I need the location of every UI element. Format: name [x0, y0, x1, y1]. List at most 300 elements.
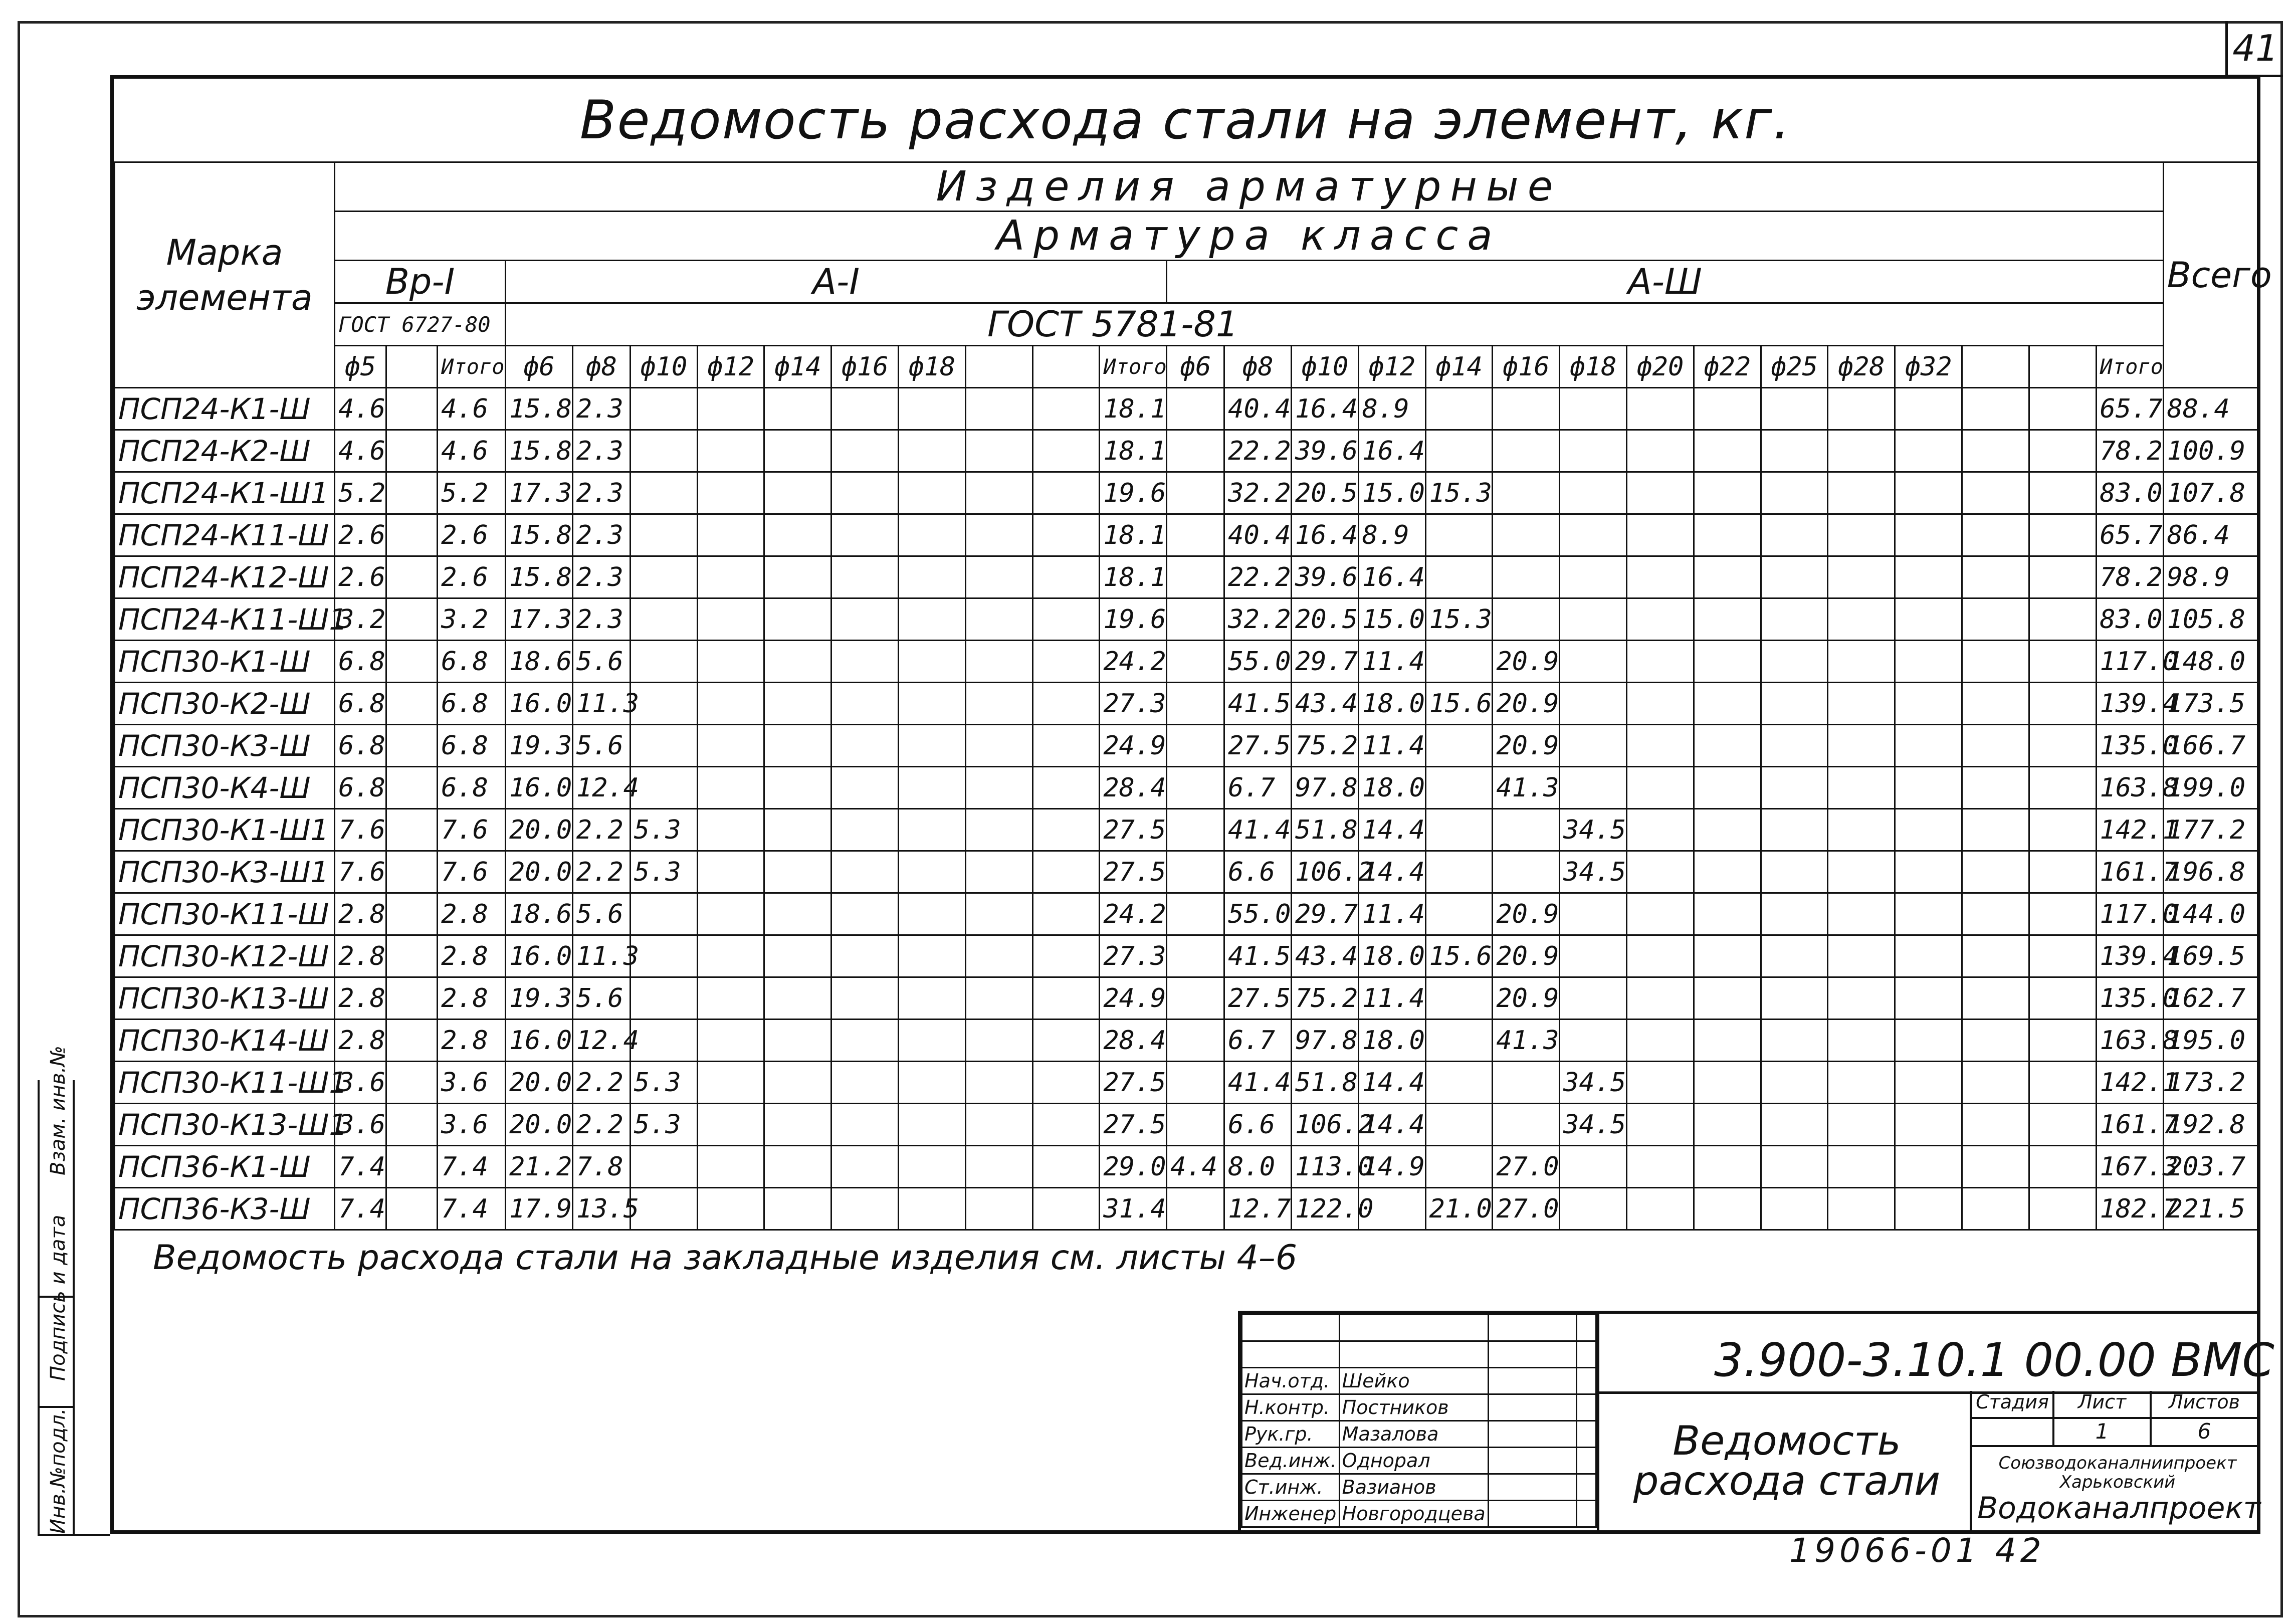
table-cell — [898, 472, 965, 514]
table-cell: 14.4 — [1358, 809, 1425, 851]
table-cell — [386, 556, 438, 598]
table-cell — [831, 893, 899, 935]
element-mark: ПСП30-К1-Ш1 — [115, 809, 335, 851]
table-cell — [2029, 1020, 2096, 1062]
table-cell — [2029, 809, 2096, 851]
table-cell — [697, 430, 764, 472]
table-cell: 11.4 — [1358, 977, 1425, 1020]
table-cell — [1032, 430, 1100, 472]
signature-row: Нач.отд. Шейко — [1242, 1368, 1596, 1394]
table-cell — [1895, 683, 1962, 725]
table-cell: 2.2 — [572, 1062, 630, 1104]
table-cell: 15.8 — [505, 388, 572, 430]
table-cell — [1626, 809, 1694, 851]
table-cell: 163.8 — [2096, 1020, 2163, 1062]
table-cell — [1761, 556, 1828, 598]
table-cell: 5.3 — [630, 809, 697, 851]
table-cell — [697, 598, 764, 641]
table-cell: 18.6 — [505, 893, 572, 935]
table-row — [115, 556, 2258, 598]
table-cell — [1626, 935, 1694, 977]
table-cell — [1694, 388, 1761, 430]
table-cell — [1962, 430, 2029, 472]
org-line-3: Водоканалпроект — [1977, 1491, 2261, 1526]
sheet-label: Лист — [2054, 1391, 2152, 1417]
signature-row: Вед.инж. Однорал — [1242, 1448, 1596, 1474]
table-cell: 2.8 — [335, 935, 386, 977]
table-cell: 34.5 — [1560, 1104, 1627, 1146]
table-cell — [1626, 388, 1694, 430]
table-cell: 3.6 — [438, 1062, 506, 1104]
table-cell — [386, 767, 438, 809]
total-cell: 100.9 — [2163, 430, 2257, 472]
table-cell: 11.3 — [572, 935, 630, 977]
table-cell — [2029, 514, 2096, 556]
table-cell: 5.2 — [335, 472, 386, 514]
table-cell — [630, 556, 697, 598]
table-cell: 51.8 — [1291, 809, 1358, 851]
table-cell: 29.0 — [1100, 1146, 1167, 1188]
table-cell: 2.8 — [335, 977, 386, 1020]
table-cell — [1962, 809, 2029, 851]
table-cell — [1828, 977, 1895, 1020]
element-mark: ПСП30-К3-Ш1 — [115, 851, 335, 893]
table-cell — [1895, 977, 1962, 1020]
table-cell — [764, 683, 831, 725]
table-cell: 7.8 — [572, 1146, 630, 1188]
table-cell: 39.6 — [1291, 556, 1358, 598]
table-row — [115, 1188, 2258, 1230]
table-cell: 135.0 — [2096, 725, 2163, 767]
table-cell: 27.3 — [1100, 683, 1167, 725]
table-cell: 3.2 — [335, 598, 386, 641]
table-cell — [1895, 514, 1962, 556]
table-cell — [1895, 767, 1962, 809]
table-cell — [1560, 893, 1627, 935]
table-cell: 19.6 — [1100, 598, 1167, 641]
table-cell — [965, 935, 1032, 977]
table-cell — [1895, 893, 1962, 935]
table-cell — [1493, 1062, 1560, 1104]
table-cell: 2.2 — [572, 1104, 630, 1146]
table-cell — [1962, 388, 2029, 430]
table-cell: 2.3 — [572, 388, 630, 430]
table-cell — [1761, 1104, 1828, 1146]
table-cell — [1761, 725, 1828, 767]
table-cell — [1626, 851, 1694, 893]
diameter-header: Итого — [438, 346, 506, 388]
table-cell: 117.0 — [2096, 893, 2163, 935]
table-cell — [630, 683, 697, 725]
element-mark: ПСП30-К13-Ш — [115, 977, 335, 1020]
table-row — [115, 388, 2258, 430]
table-cell: 16.0 — [505, 1020, 572, 1062]
table-cell: 24.2 — [1100, 641, 1167, 683]
table-row — [115, 935, 2258, 977]
table-cell — [1694, 1104, 1761, 1146]
total-cell: 148.0 — [2163, 641, 2257, 683]
table-cell — [1626, 641, 1694, 683]
table-cell — [1493, 388, 1560, 430]
table-cell — [1626, 725, 1694, 767]
table-cell — [1895, 556, 1962, 598]
table-cell: 12.4 — [572, 767, 630, 809]
table-cell — [1560, 935, 1627, 977]
table-cell — [1895, 1146, 1962, 1188]
table-cell: 14.4 — [1358, 1104, 1425, 1146]
table-cell — [1761, 388, 1828, 430]
table-cell — [965, 725, 1032, 767]
table-cell: 106.2 — [1291, 851, 1358, 893]
document-name: Ведомость расхода стали — [1633, 1417, 1941, 1504]
table-cell: 65.7 — [2096, 514, 2163, 556]
side-label-inv: Инв.№подл. — [47, 1408, 70, 1534]
table-cell — [1761, 472, 1828, 514]
class-a3-header: А-Ш — [1167, 261, 2163, 303]
table-cell — [1694, 851, 1761, 893]
side-strip-divider — [38, 1534, 110, 1536]
class-vr1-header: Вр-I — [335, 261, 506, 303]
table-cell: 43.4 — [1291, 683, 1358, 725]
element-mark: ПСП30-К2-Ш — [115, 683, 335, 725]
table-cell — [965, 641, 1032, 683]
table-cell — [1761, 767, 1828, 809]
table-cell — [1962, 1104, 2029, 1146]
side-strip-divider — [38, 1296, 73, 1298]
table-cell: 2.6 — [438, 514, 506, 556]
table-cell: 18.1 — [1100, 514, 1167, 556]
table-cell: 65.7 — [2096, 388, 2163, 430]
table-cell — [764, 1062, 831, 1104]
table-cell: 6.8 — [335, 767, 386, 809]
table-cell — [1167, 1188, 1224, 1230]
table-cell — [1032, 1104, 1100, 1146]
table-cell: 5.2 — [438, 472, 506, 514]
table-cell — [1828, 935, 1895, 977]
diameter-header — [965, 346, 1032, 388]
diameter-header: ф8 — [1224, 346, 1292, 388]
total-cell: 177.2 — [2163, 809, 2257, 851]
table-cell — [697, 1020, 764, 1062]
table-cell — [630, 1020, 697, 1062]
table-cell — [386, 1062, 438, 1104]
table-cell: 75.2 — [1291, 977, 1358, 1020]
table-cell — [1032, 809, 1100, 851]
table-cell — [1828, 1188, 1895, 1230]
table-cell — [1167, 1104, 1224, 1146]
table-cell: 2.8 — [438, 893, 506, 935]
element-mark: ПСП30-К3-Ш — [115, 725, 335, 767]
table-cell — [2029, 725, 2096, 767]
table-cell — [1828, 1020, 1895, 1062]
table-cell: 7.6 — [335, 809, 386, 851]
table-cell — [2029, 1062, 2096, 1104]
table-cell: 20.9 — [1493, 977, 1560, 1020]
table-cell: 15.0 — [1358, 472, 1425, 514]
table-cell — [898, 641, 965, 683]
table-cell — [1761, 430, 1828, 472]
table-cell: 5.3 — [630, 1104, 697, 1146]
table-cell: 15.6 — [1425, 935, 1493, 977]
table-cell — [898, 598, 965, 641]
table-cell — [1493, 809, 1560, 851]
table-cell — [898, 1020, 965, 1062]
side-label-vzam: Взам. инв.№ — [47, 1046, 70, 1175]
table-cell — [697, 977, 764, 1020]
diameter-header: ф16 — [831, 346, 899, 388]
table-cell — [2029, 935, 2096, 977]
table-cell — [2029, 1146, 2096, 1188]
sheet-value: 1 — [2054, 1419, 2152, 1445]
element-mark: ПСП36-К3-Ш — [115, 1188, 335, 1230]
total-cell: 173.2 — [2163, 1062, 2257, 1104]
table-cell — [1895, 472, 1962, 514]
table-cell — [1962, 556, 2029, 598]
table-cell: 2.2 — [572, 851, 630, 893]
table-cell: 5.6 — [572, 977, 630, 1020]
table-cell — [1895, 430, 1962, 472]
table-cell: 22.2 — [1224, 556, 1292, 598]
table-cell — [386, 388, 438, 430]
table-cell — [898, 1062, 965, 1104]
diameter-header: ф28 — [1828, 346, 1895, 388]
table-cell — [1761, 977, 1828, 1020]
table-cell: 139.4 — [2096, 935, 2163, 977]
table-cell: 34.5 — [1560, 1062, 1627, 1104]
table-row — [115, 725, 2258, 767]
table-cell — [1560, 767, 1627, 809]
table-cell: 2.3 — [572, 514, 630, 556]
total-cell: 162.7 — [2163, 977, 2257, 1020]
table-cell — [1962, 598, 2029, 641]
table-cell: 15.3 — [1425, 472, 1493, 514]
table-cell — [764, 893, 831, 935]
table-cell — [1167, 725, 1224, 767]
table-cell — [1626, 1062, 1694, 1104]
table-cell: 16.0 — [505, 935, 572, 977]
table-cell — [1032, 725, 1100, 767]
table-cell — [630, 767, 697, 809]
table-cell — [1761, 598, 1828, 641]
side-strip-line — [73, 1080, 75, 1534]
table-cell: 51.8 — [1291, 1062, 1358, 1104]
table-cell — [386, 809, 438, 851]
table-cell: 15.0 — [1358, 598, 1425, 641]
table-cell — [1626, 598, 1694, 641]
table-cell: 139.4 — [2096, 683, 2163, 725]
table-cell — [764, 1020, 831, 1062]
diameter-header: ф32 — [1895, 346, 1962, 388]
table-cell — [2029, 556, 2096, 598]
table-cell: 14.9 — [1358, 1146, 1425, 1188]
table-cell — [630, 1146, 697, 1188]
total-cell: 192.8 — [2163, 1104, 2257, 1146]
table-row — [115, 683, 2258, 725]
total-cell: 98.9 — [2163, 556, 2257, 598]
table-cell: 19.3 — [505, 725, 572, 767]
table-cell: 5.3 — [630, 1062, 697, 1104]
table-cell — [697, 514, 764, 556]
total-cell: 169.5 — [2163, 935, 2257, 977]
diameter-header: ф12 — [1358, 346, 1425, 388]
table-cell: 2.6 — [335, 514, 386, 556]
table-cell: 41.3 — [1493, 1020, 1560, 1062]
table-cell: 5.6 — [572, 893, 630, 935]
table-cell — [1761, 514, 1828, 556]
table-cell: 2.8 — [438, 935, 506, 977]
table-row — [115, 1062, 2258, 1104]
table-cell — [898, 977, 965, 1020]
table-cell — [1425, 641, 1493, 683]
table-cell: 16.4 — [1358, 556, 1425, 598]
table-cell — [898, 430, 965, 472]
table-cell — [1761, 1188, 1828, 1230]
org-line-1: Союзводоканалниипроект — [1998, 1453, 2237, 1473]
table-cell — [1425, 1062, 1493, 1104]
table-cell — [965, 809, 1032, 851]
table-cell: 7.4 — [335, 1188, 386, 1230]
table-cell — [1828, 472, 1895, 514]
sheets-label: Листов — [2169, 1391, 2240, 1413]
diameter-header: ф6 — [1167, 346, 1224, 388]
table-cell: 6.6 — [1224, 1104, 1292, 1146]
table-cell — [1167, 893, 1224, 935]
table-cell — [697, 725, 764, 767]
table-cell — [764, 935, 831, 977]
table-cell — [965, 1062, 1032, 1104]
table-cell: 21.2 — [505, 1146, 572, 1188]
table-cell: 163.8 — [2096, 767, 2163, 809]
table-cell: 16.0 — [505, 683, 572, 725]
table-cell — [1167, 683, 1224, 725]
table-cell: 83.0 — [2096, 598, 2163, 641]
table-cell: 161.7 — [2096, 1104, 2163, 1146]
table-cell — [831, 430, 899, 472]
table-cell — [898, 809, 965, 851]
table-cell — [1895, 641, 1962, 683]
table-cell — [831, 388, 899, 430]
total-cell: 107.8 — [2163, 472, 2257, 514]
gost-vr-header: ГОСТ 6727-80 — [335, 303, 506, 346]
table-cell — [1761, 851, 1828, 893]
table-cell — [1828, 514, 1895, 556]
table-cell — [1828, 683, 1895, 725]
table-cell — [1694, 893, 1761, 935]
diameter-header: ф10 — [1291, 346, 1358, 388]
table-cell — [1694, 472, 1761, 514]
stage-value-row — [1972, 1419, 2257, 1447]
table-cell — [630, 598, 697, 641]
signature-table — [1241, 1314, 1597, 1528]
table-cell — [1167, 556, 1224, 598]
table-cell — [1828, 388, 1895, 430]
table-cell — [1895, 1104, 1962, 1146]
table-cell — [1895, 851, 1962, 893]
table-cell — [831, 935, 899, 977]
table-cell: 32.2 — [1224, 598, 1292, 641]
table-cell — [697, 935, 764, 977]
table-cell — [1032, 767, 1100, 809]
table-row — [115, 851, 2258, 893]
steel-consumption-table — [114, 161, 2272, 1231]
table-cell: 2.3 — [572, 598, 630, 641]
table-cell — [386, 1146, 438, 1188]
table-cell — [965, 1146, 1032, 1188]
element-mark: ПСП24-К11-Ш — [115, 514, 335, 556]
table-cell — [965, 598, 1032, 641]
table-cell — [630, 935, 697, 977]
table-cell — [831, 1188, 899, 1230]
table-cell — [2029, 641, 2096, 683]
table-cell — [1493, 472, 1560, 514]
table-row — [115, 1146, 2258, 1188]
side-label-sign-date: Подпись и дата — [47, 1214, 70, 1381]
diameter-header: Итого — [2096, 346, 2163, 388]
table-row — [115, 641, 2258, 683]
table-cell: 2.6 — [335, 556, 386, 598]
table-cell — [965, 683, 1032, 725]
table-cell — [965, 1104, 1032, 1146]
diameter-header: ф25 — [1761, 346, 1828, 388]
table-cell — [1626, 977, 1694, 1020]
table-cell: 27.0 — [1493, 1146, 1560, 1188]
table-cell — [630, 977, 697, 1020]
diameter-header: ф22 — [1694, 346, 1761, 388]
table-cell: 2.3 — [572, 430, 630, 472]
table-cell — [1626, 472, 1694, 514]
table-cell — [831, 514, 899, 556]
products-header: Изделия арматурные — [335, 162, 2163, 212]
table-cell: 27.3 — [1100, 935, 1167, 977]
table-cell — [1962, 514, 2029, 556]
table-cell — [386, 851, 438, 893]
table-cell — [1560, 1020, 1627, 1062]
table-cell — [965, 851, 1032, 893]
table-cell: 161.7 — [2096, 851, 2163, 893]
table-cell — [697, 388, 764, 430]
table-cell — [965, 893, 1032, 935]
table-cell — [1626, 1146, 1694, 1188]
table-cell: 41.5 — [1224, 935, 1292, 977]
table-cell: 6.8 — [438, 767, 506, 809]
table-row — [115, 1020, 2258, 1062]
table-cell — [1626, 430, 1694, 472]
table-cell — [697, 767, 764, 809]
table-cell: 13.5 — [572, 1188, 630, 1230]
diameter-header — [1962, 346, 2029, 388]
table-cell — [1560, 977, 1627, 1020]
table-cell: 55.0 — [1224, 893, 1292, 935]
table-cell — [1167, 1020, 1224, 1062]
diameter-header: ф5 — [335, 346, 386, 388]
table-cell — [1694, 725, 1761, 767]
table-cell — [764, 1188, 831, 1230]
total-cell: 196.8 — [2163, 851, 2257, 893]
table-cell — [764, 809, 831, 851]
class-a1-header: А-I — [505, 261, 1166, 303]
table-cell: 4.6 — [335, 388, 386, 430]
table-cell: 20.9 — [1493, 893, 1560, 935]
table-cell: 27.5 — [1100, 1104, 1167, 1146]
table-cell — [2029, 1188, 2096, 1230]
element-mark: ПСП24-К1-Ш1 — [115, 472, 335, 514]
table-cell — [1962, 472, 2029, 514]
table-cell: 27.0 — [1493, 1188, 1560, 1230]
table-cell — [1167, 767, 1224, 809]
table-cell — [1694, 556, 1761, 598]
table-cell — [386, 977, 438, 1020]
table-cell: 28.4 — [1100, 1020, 1167, 1062]
